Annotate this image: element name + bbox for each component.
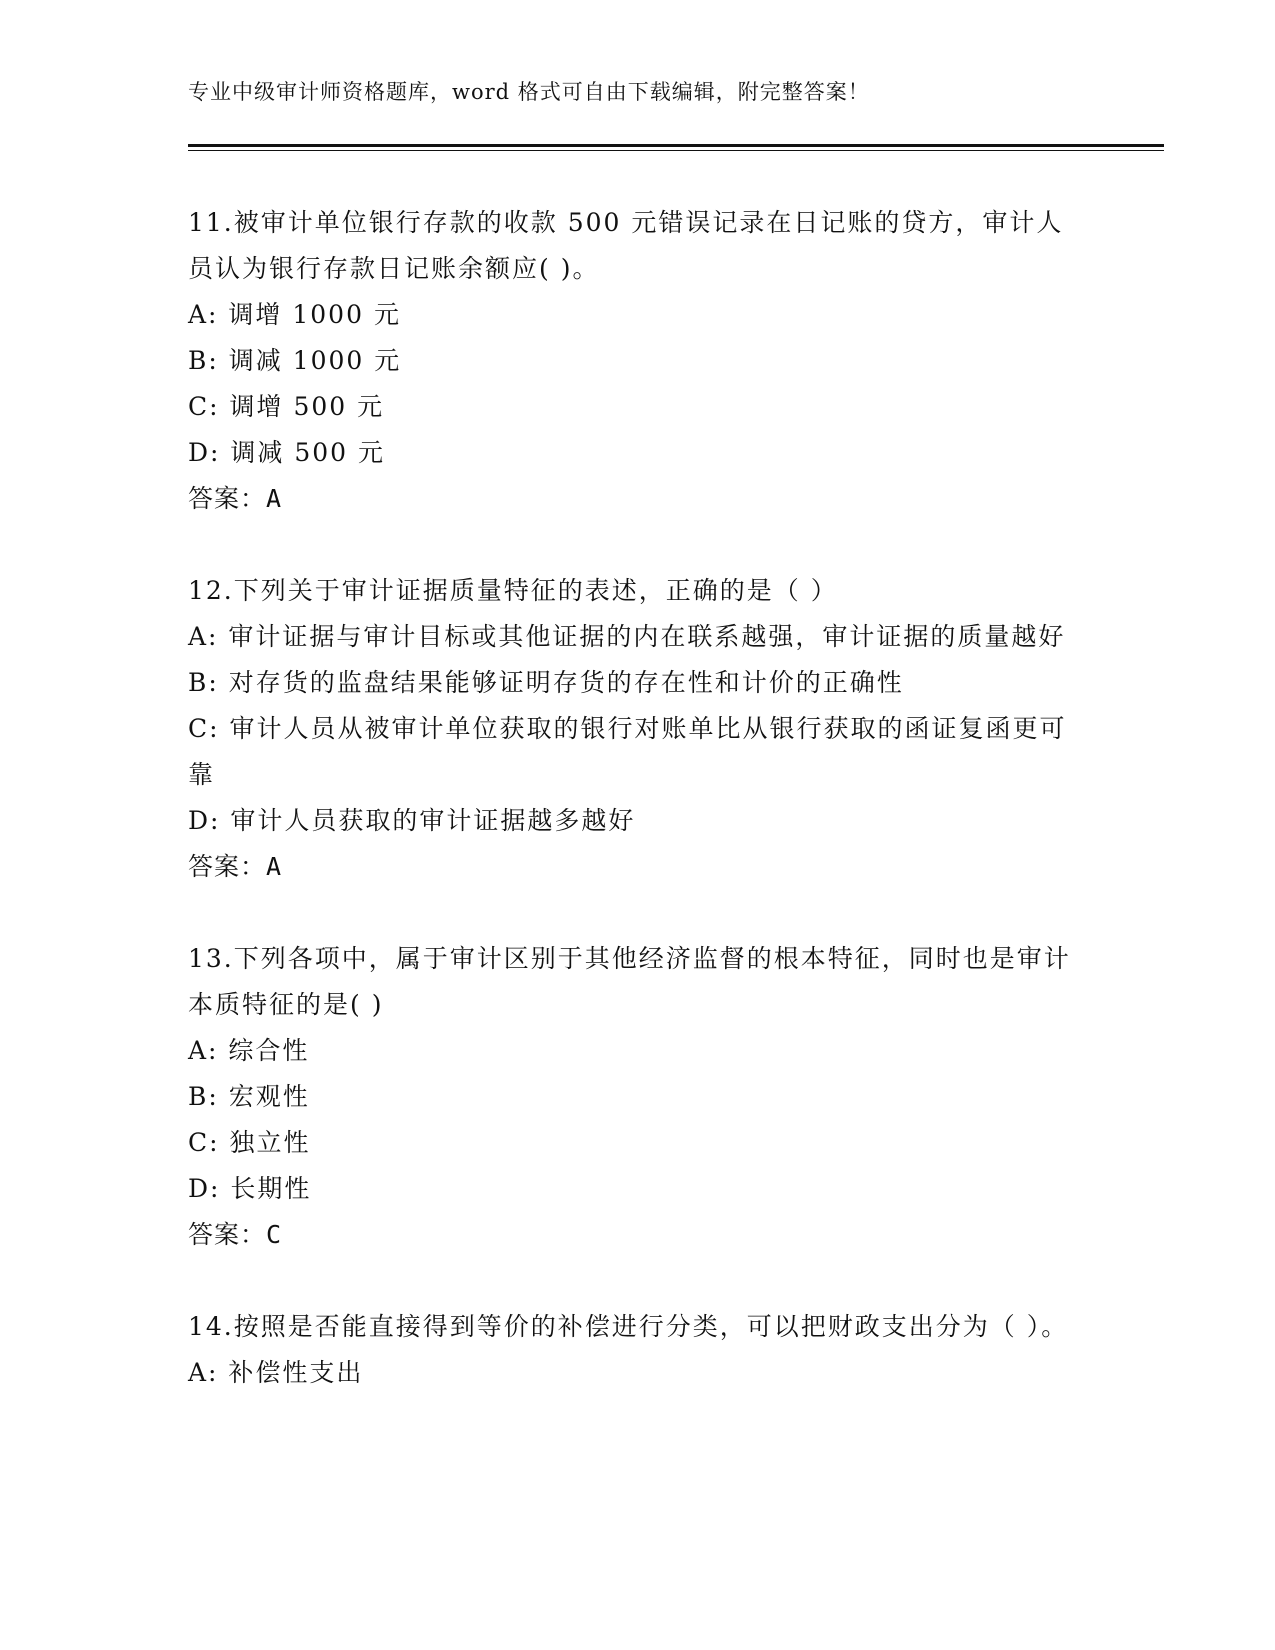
question-12 xyxy=(188,568,1088,890)
option-b: B: 对存货的监盘结果能够证明存货的存在性和计价的正确性 xyxy=(188,668,904,697)
question-stem: 13.下列各项中，属于审计区别于其他经济监督的根本特征，同时也是审计本质特征的是( ) xyxy=(188,944,1071,1019)
question-list xyxy=(188,200,1088,1442)
answer-label: 答案： xyxy=(188,852,267,881)
question-14 xyxy=(188,1304,1088,1396)
answer-line xyxy=(188,844,1088,890)
option-a: A: 综合性 xyxy=(188,1036,310,1065)
answer-value: C xyxy=(266,1220,283,1249)
option-a: A: 审计证据与审计目标或其他证据的内在联系越强，审计证据的质量越好 xyxy=(188,622,1066,651)
option-d: D: 调减 500 元 xyxy=(188,438,386,467)
question-13 xyxy=(188,936,1088,1258)
header-rule-thick xyxy=(188,144,1164,147)
answer-value: A xyxy=(266,852,283,881)
answer-label: 答案： xyxy=(188,1220,267,1249)
answer-label: 答案： xyxy=(188,484,267,513)
option-a: A: 调增 1000 元 xyxy=(188,300,401,329)
option-d: D: 长期性 xyxy=(188,1174,312,1203)
option-b: B: 宏观性 xyxy=(188,1082,310,1111)
option-c: C: 调增 500 元 xyxy=(188,392,385,421)
question-stem: 12.下列关于审计证据质量特征的表述，正确的是（ ） xyxy=(188,576,838,605)
answer-line xyxy=(188,476,1088,522)
answer-value: A xyxy=(266,484,283,513)
option-b: B: 调减 1000 元 xyxy=(188,346,402,375)
header-rule-thin xyxy=(188,150,1164,151)
page-header: 专业中级审计师资格题库，word 格式可自由下载编辑，附完整答案！ xyxy=(188,80,870,104)
question-stem: 11.被审计单位银行存款的收款 500 元错误记录在日记账的贷方，审计人员认为银行存款日记账余额应( )。 xyxy=(188,208,1064,283)
option-c: C: 审计人员从被审计单位获取的银行对账单比从银行获取的函证复函更可靠 xyxy=(188,714,1067,789)
question-stem: 14.按照是否能直接得到等价的补偿进行分类，可以把财政支出分为（ ）。 xyxy=(188,1312,1069,1341)
option-d: D: 审计人员获取的审计证据越多越好 xyxy=(188,806,636,835)
answer-line xyxy=(188,1212,1088,1258)
question-11 xyxy=(188,200,1088,522)
option-c: C: 独立性 xyxy=(188,1128,311,1157)
option-a: A: 补偿性支出 xyxy=(188,1358,364,1387)
